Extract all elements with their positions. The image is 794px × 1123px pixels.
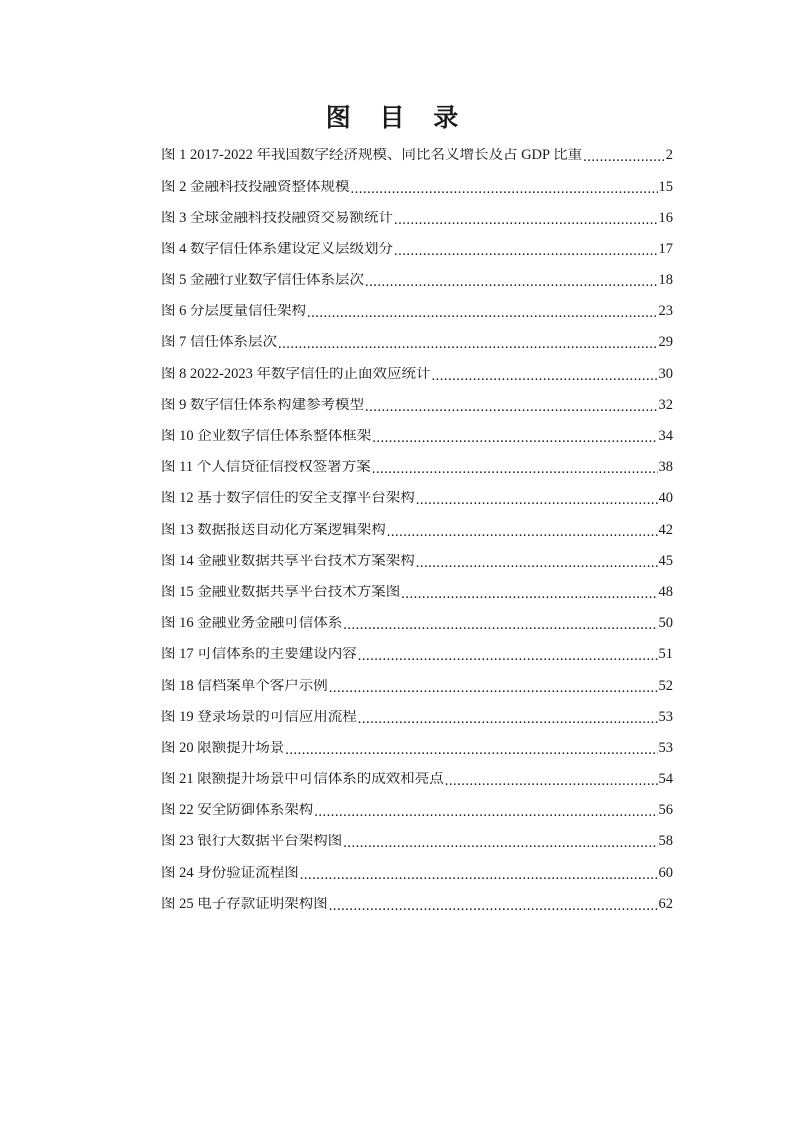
toc-entry[interactable] [161,670,673,701]
toc-entry-label: 图 15 金融业数据共享平台技术方案图 [161,584,401,600]
toc-entry[interactable] [161,483,673,514]
toc-entry-label: 图 16 金融业务金融可信体系 [161,616,343,631]
dot-leader [358,712,658,727]
toc-entry-page-number: 15 [658,178,673,195]
toc-entry-page-number: 53 [658,708,673,725]
toc-entry-page-number: 16 [658,209,673,226]
toc-entry-label: 图 5 金融行业数字信任体系层次 [161,273,364,288]
toc-entry-label: 图 14 金融业数据共享平台技术方案架构 [161,553,415,569]
toc-entry[interactable] [161,421,673,452]
toc-entry[interactable] [161,608,673,639]
toc-entry-label: 图 17 可信体系的主要建设内容 [161,647,357,662]
toc-entry-label: 图 21 限额提升场景中可信体系的成效和亮点 [161,772,444,787]
toc-entry[interactable] [161,296,673,327]
toc-entry-page-number: 30 [658,365,673,382]
dot-leader [365,400,658,415]
dot-leader [343,836,657,851]
dot-leader [401,587,657,602]
toc-entry[interactable] [161,452,673,483]
dot-leader [416,493,658,508]
toc-entry-label: 图 22 安全防御体系架构 [161,803,314,818]
toc-entry[interactable] [161,327,673,358]
dot-leader [329,681,658,696]
dot-leader [314,805,657,820]
dot-leader [372,462,658,477]
toc-entry-label: 图 6 分层度量信任架构 [161,304,306,319]
toc-entry[interactable] [161,514,673,545]
toc-entry-page-number: 51 [658,646,673,663]
toc-entry-page-number: 17 [658,240,673,257]
toc-entry-label: 图 7 信任体系层次 [161,335,277,350]
dot-leader [300,868,658,883]
toc-entry[interactable] [161,358,673,389]
toc-entry-label: 图 18 信档案单个客户示例 [161,678,328,694]
toc-entry-label: 图 11 个人信贷征信授权签署方案 [161,460,371,475]
dot-leader [285,743,657,758]
toc-entry-page-number: 32 [658,396,673,413]
dot-leader [307,306,658,321]
toc-entry-label: 图 12 基于数字信任的安全支撑平台架构 [161,491,415,506]
dot-leader [278,337,658,352]
dot-leader [387,525,658,540]
toc-entry[interactable] [161,202,673,233]
toc-entry[interactable] [161,733,673,764]
toc-entry[interactable] [161,857,673,888]
toc-entry[interactable] [161,795,673,826]
toc-entry-label: 图 24 身份验证流程图 [161,865,299,881]
dot-leader [365,275,658,290]
toc-entry-page-number: 42 [658,521,673,538]
toc-entry-label: 图 1 2017-2022 年我国数字经济规模、同比名义增长及占 GDP 比重 [161,148,583,163]
figure-list [161,140,673,920]
toc-entry[interactable] [161,577,673,608]
toc-entry-label: 图 3 全球金融科技投融资交易额统计 [161,210,393,226]
toc-entry[interactable] [161,639,673,670]
dot-leader [329,899,658,914]
toc-entry[interactable] [161,390,673,421]
dot-leader [343,618,657,633]
dot-leader [372,431,657,446]
toc-entry-label: 图 13 数据报送自动化方案逻辑架构 [161,522,386,538]
toc-entry[interactable] [161,764,673,795]
toc-entry-label: 图 23 银行大数据平台架构图 [161,834,343,849]
toc-entry-label: 图 9 数字信任体系构建参考模型 [161,397,364,413]
toc-entry[interactable] [161,889,673,920]
dot-leader [445,774,658,789]
toc-entry-label: 图 4 数字信任体系建设定义层级划分 [161,241,393,257]
toc-entry[interactable] [161,171,673,202]
toc-entry-label: 图 10 企业数字信任体系整体框架 [161,429,372,444]
toc-entry-label: 图 19 登录场景的可信应用流程 [161,709,357,725]
toc-entry-page-number: 56 [658,802,673,819]
toc-entry-page-number: 52 [658,677,673,694]
toc-entry-page-number: 53 [658,739,673,756]
dot-leader [583,150,665,165]
toc-entry[interactable] [161,265,673,296]
page-title: 图 目 录 [325,103,469,132]
toc-entry[interactable] [161,545,673,576]
dot-leader [394,244,658,259]
toc-entry-page-number: 48 [658,583,673,600]
toc-entry-label: 图 25 电子存款证明架构图 [161,896,328,912]
toc-entry-page-number: 29 [658,334,673,351]
dot-leader [351,182,658,197]
toc-entry-page-number: 58 [658,833,673,850]
toc-entry[interactable] [161,701,673,732]
toc-entry-page-number: 50 [658,615,673,632]
dot-leader [358,649,658,664]
toc-entry-page-number: 2 [665,147,673,164]
toc-entry-page-number: 60 [658,864,673,881]
toc-entry-page-number: 23 [658,303,673,320]
toc-entry-page-number: 18 [658,272,673,289]
toc-entry-label: 图 20 限额提升场景 [161,740,285,756]
toc-entry-page-number: 38 [658,459,673,476]
toc-entry[interactable] [161,140,673,171]
toc-entry-page-number: 45 [658,552,673,569]
toc-entry[interactable] [161,826,673,857]
dot-leader [394,213,658,228]
toc-entry-label: 图 2 金融科技投融资整体规模 [161,179,350,195]
dot-leader [431,369,657,384]
toc-entry-page-number: 62 [658,895,673,912]
toc-entry-page-number: 54 [658,771,673,788]
toc-entry-label: 图 8 2022-2023 年数字信任的正面效应统计 [161,366,431,382]
toc-entry[interactable] [161,234,673,265]
toc-entry-page-number: 34 [658,428,673,445]
dot-leader [416,556,658,571]
toc-entry-page-number: 40 [658,490,673,507]
